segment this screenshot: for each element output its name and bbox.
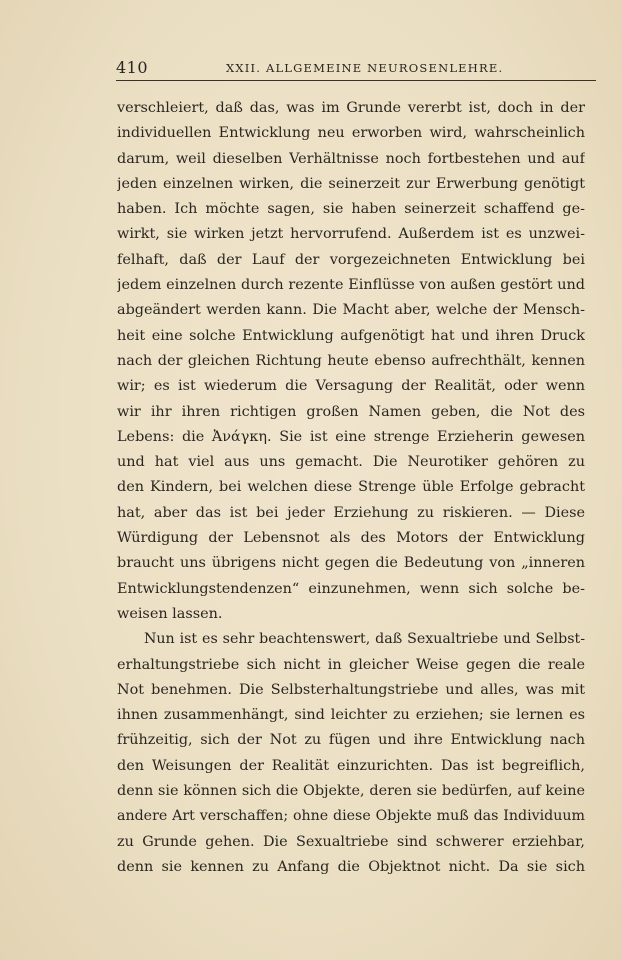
text-line: andere Art verschaffen; ohne diese Objekte muß das Individuum xyxy=(117,808,585,825)
text-line: den Weisungen der Realität einzurichten. Das ist begreiflich, xyxy=(117,757,585,774)
body-text xyxy=(117,96,585,880)
running-head: XXII. ALLGEMEINE NEUROSENLEHRE. xyxy=(226,61,504,75)
text-line: braucht uns übrigens nicht gegen die Bedeutung von „inneren xyxy=(117,555,585,572)
text-line: denn sie kennen zu Anfang die Objektnot nicht. Da sie sich xyxy=(117,858,585,875)
text-line: wirkt, sie wirken jetzt hervorrufend. Außerdem ist es unzwei- xyxy=(117,226,585,243)
text-line: Lebens: die Ἀνάγκη. Sie ist eine strenge Erzieherin gewesen xyxy=(117,428,585,445)
text-line: individuellen Entwicklung neu erworben wird, wahrscheinlich xyxy=(117,125,585,142)
text-line: darum, weil dieselben Verhältnisse noch fortbestehen und auf xyxy=(117,150,585,167)
text-line: zu Grunde gehen. Die Sexualtriebe sind schwerer erziehbar, xyxy=(117,833,585,850)
text-line: verschleiert, daß das, was im Grunde vererbt ist, doch in der xyxy=(117,100,585,116)
text-line: jedem einzelnen durch rezente Einflüsse von außen gestört und xyxy=(117,277,585,294)
text-line: erhaltungstriebe sich nicht in gleicher Weise gegen die reale xyxy=(117,656,585,673)
text-line: Würdigung der Lebensnot als des Motors der Entwicklung xyxy=(117,530,585,547)
text-line: haben. Ich möchte sagen, sie haben seinerzeit schaffend ge- xyxy=(117,201,585,218)
text-line: frühzeitig, sich der Not zu fügen und ihre Entwicklung nach xyxy=(117,732,585,749)
text-line: hat, aber das ist bei jeder Erziehung zu riskieren. — Diese xyxy=(117,504,585,521)
text-line: den Kindern, bei welchen diese Strenge üble Erfolge gebracht xyxy=(117,479,585,496)
paragraph-1 xyxy=(117,96,585,627)
text-line: jeden einzelnen wirken, die seinerzeit zur Erwerbung genötigt xyxy=(117,175,585,192)
text-line: Not benehmen. Die Selbsterhaltungstriebe und alles, was mit xyxy=(117,681,585,698)
text-line: Entwicklungstendenzen“ einzunehmen, wenn sich solche be- xyxy=(117,580,585,597)
page-number: 410 xyxy=(116,58,149,77)
text-line: nach der gleichen Richtung heute ebenso aufrechthält, kennen xyxy=(117,352,585,369)
paragraph-2 xyxy=(117,627,585,880)
text-line: und hat viel aus uns gemacht. Die Neurotiker gehören zu xyxy=(117,454,585,471)
text-line: wir; es ist wiederum die Versagung der Realität, oder wenn xyxy=(117,378,585,395)
text-line: weisen lassen. xyxy=(117,605,223,622)
header-rule xyxy=(116,80,596,81)
text-line: denn sie können sich die Objekte, deren sie bedürfen, auf keine xyxy=(117,783,585,800)
text-line: Nun ist es sehr beachtenswert, daß Sexualtriebe und Selbst- xyxy=(144,631,585,648)
text-line: heit eine solche Entwicklung aufgenötigt hat und ihren Druck xyxy=(117,327,585,344)
text-line: wir ihr ihren richtigen großen Namen geben, die Not des xyxy=(117,403,585,420)
text-line: ihnen zusammenhängt, sind leichter zu erziehen; sie lernen es xyxy=(117,707,585,724)
text-line: felhaft, daß der Lauf der vorgezeichneten Entwicklung bei xyxy=(117,251,585,268)
text-line: abgeändert werden kann. Die Macht aber, welche der Mensch- xyxy=(117,302,585,319)
page-header xyxy=(116,58,594,80)
